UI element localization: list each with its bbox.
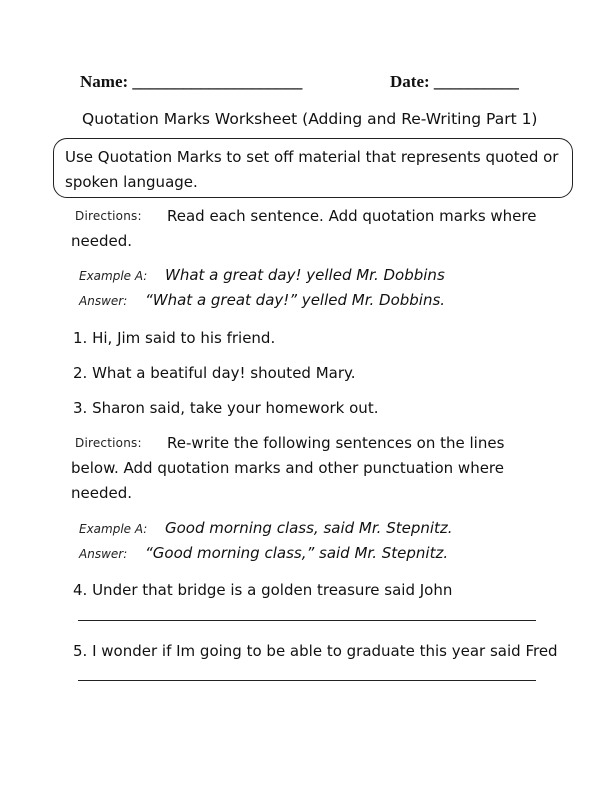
directions-2-text-line-2: below. Add quotation marks and other punctuation where	[71, 459, 505, 477]
answer-line-4[interactable]	[78, 620, 536, 621]
directions-2-text-line-1: Re-write the following sentences on the lines	[167, 434, 505, 452]
name-field-label: Name: ____________________	[80, 72, 303, 91]
answer-label-2: Answer:	[79, 547, 128, 561]
directions-text-line-1: Read each sentence. Add quotation marks where	[167, 207, 537, 225]
question-item-3: 3. Sharon said, take your homework out.	[73, 399, 379, 417]
directions-label: Directions:	[75, 209, 142, 223]
example-label: Example A:	[79, 269, 148, 283]
directions-2-text-line-3: needed.	[71, 484, 133, 502]
example-text-2: Good morning class, said Mr. Stepnitz.	[165, 519, 453, 537]
example-text: What a great day! yelled Mr. Dobbins	[165, 266, 445, 284]
example-label-2: Example A:	[79, 522, 148, 536]
worksheet-title: Quotation Marks Worksheet (Adding and Re-Writing Part 1)	[82, 110, 538, 128]
answer-text: “What a great day!” yelled Mr. Dobbins.	[145, 291, 446, 309]
rule-text-line-1: Use Quotation Marks to set off material that represents quoted or	[65, 148, 559, 166]
answer-line-5[interactable]	[78, 680, 536, 681]
date-field-label: Date: __________	[390, 72, 519, 91]
question-item-4: 4. Under that bridge is a golden treasure said John	[73, 581, 453, 599]
answer-label: Answer:	[79, 294, 128, 308]
question-item-2: 2. What a beatiful day! shouted Mary.	[73, 364, 356, 382]
directions-label-2: Directions:	[75, 436, 142, 450]
directions-text-line-2: needed.	[71, 232, 133, 250]
question-item-5: 5. I wonder if Im going to be able to graduate this year said Fred	[73, 642, 558, 660]
question-item-1: 1. Hi, Jim said to his friend.	[73, 329, 276, 347]
answer-text-2: “Good morning class,” said Mr. Stepnitz.	[145, 544, 449, 562]
rule-text-line-2: spoken language.	[65, 173, 198, 191]
